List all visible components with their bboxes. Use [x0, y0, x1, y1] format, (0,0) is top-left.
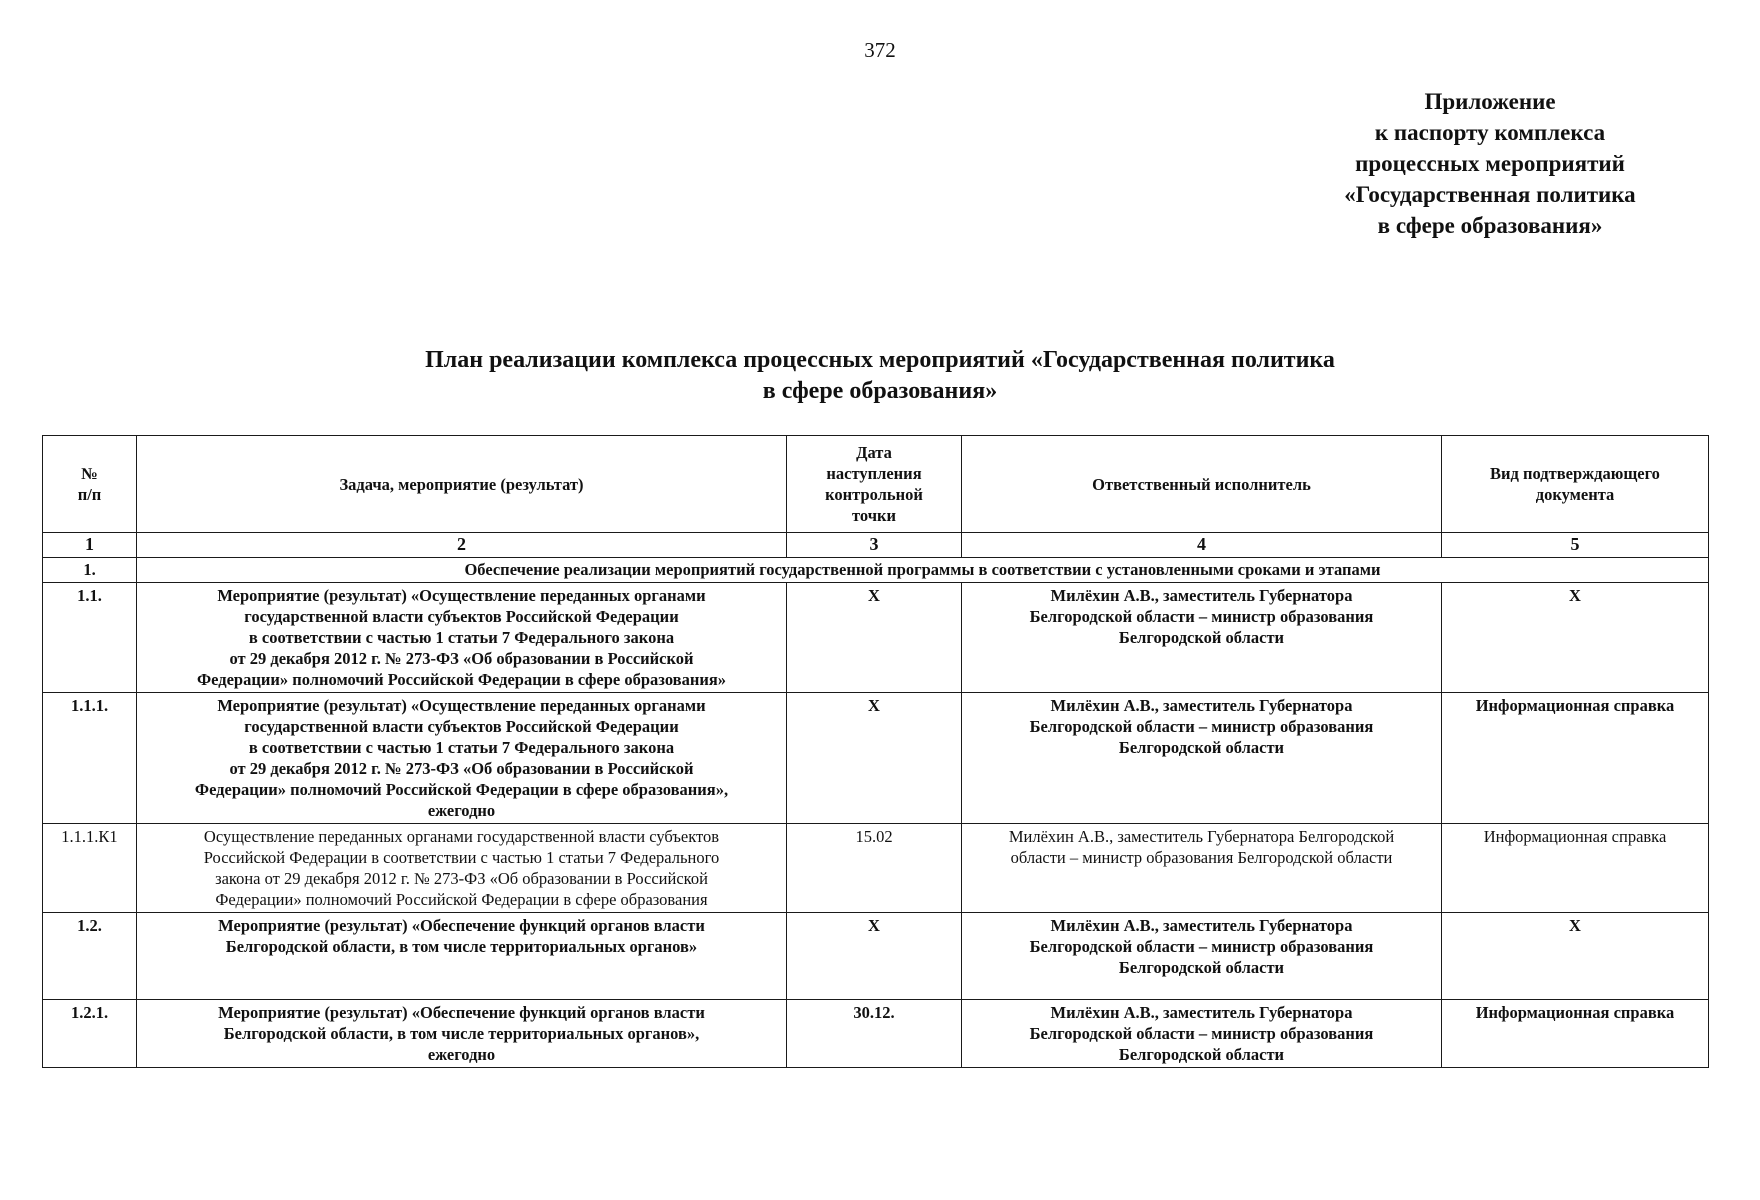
- row-num: 1.2.1.: [43, 1000, 137, 1068]
- column-number: 2: [137, 533, 787, 558]
- row-task: [137, 583, 787, 693]
- row-task: [137, 693, 787, 824]
- task-line: Российской Федерации в соответствии с частью 1 статьи 7 Федерального: [203, 848, 720, 867]
- page-number: 372: [864, 38, 896, 62]
- row-task: [137, 1000, 787, 1068]
- table-row: [43, 693, 1709, 824]
- responsible-line: Белгородской области – министр образования: [1029, 1024, 1374, 1043]
- row-date: Х: [787, 583, 962, 693]
- section-title: Обеспечение реализации мероприятий государственной программы в соответствии с установленными сроками и этапами: [137, 558, 1709, 583]
- row-responsible: [962, 693, 1442, 824]
- responsible-line: Белгородской области: [1118, 958, 1285, 977]
- row-date: 15.02: [787, 824, 962, 913]
- responsible-line: Белгородской области: [1118, 738, 1285, 757]
- header-date-line: Дата: [856, 443, 892, 462]
- header-responsible: Ответственный исполнитель: [962, 436, 1442, 533]
- column-number: 1: [43, 533, 137, 558]
- task-line: Мероприятие (результат) «Обеспечение функций органов власти: [218, 916, 705, 935]
- row-responsible: [962, 1000, 1442, 1068]
- task-line: Федерации» полномочий Российской Федерации в сфере образования»,: [194, 780, 729, 799]
- header-date-line: точки: [851, 506, 897, 525]
- column-number-row: [43, 533, 1709, 558]
- responsible-line: области – министр образования Белгородской области: [1010, 848, 1393, 867]
- column-number: 4: [962, 533, 1442, 558]
- table-row: [43, 913, 1709, 1000]
- task-line: ежегодно: [427, 1045, 496, 1064]
- column-number: 5: [1442, 533, 1709, 558]
- task-line: Федерации» полномочий Российской Федерации в сфере образования»: [196, 670, 727, 689]
- table-row: [43, 583, 1709, 693]
- responsible-line: Милёхин А.В., заместитель Губернатора: [1050, 696, 1353, 715]
- responsible-line: Милёхин А.В., заместитель Губернатора: [1050, 916, 1353, 935]
- responsible-line: Милёхин А.В., заместитель Губернатора Белгородской: [1008, 827, 1395, 846]
- row-date: Х: [787, 913, 962, 1000]
- plan-title: [0, 345, 1760, 407]
- task-line: в соответствии с частью 1 статьи 7 Федерального закона: [248, 738, 675, 757]
- header-task: Задача, мероприятие (результат): [137, 436, 787, 533]
- row-document: Информационная справка: [1442, 693, 1709, 824]
- appendix-heading: [1280, 86, 1700, 241]
- task-line: от 29 декабря 2012 г. № 273-ФЗ «Об образовании в Российской: [229, 759, 694, 778]
- appendix-line: Приложение: [1424, 89, 1556, 114]
- task-line: в соответствии с частью 1 статьи 7 Федерального закона: [248, 628, 675, 647]
- task-line: Мероприятие (результат) «Обеспечение функций органов власти: [218, 1003, 705, 1022]
- responsible-line: Белгородской области – министр образования: [1029, 607, 1374, 626]
- row-num: 1.1.1.К1: [43, 824, 137, 913]
- task-line: Мероприятие (результат) «Осуществление переданных органами: [217, 586, 706, 605]
- responsible-line: Белгородской области – министр образования: [1029, 717, 1374, 736]
- appendix-line: процессных мероприятий: [1355, 151, 1625, 176]
- header-date-line: контрольной: [825, 485, 923, 504]
- row-document: Информационная справка: [1442, 1000, 1709, 1068]
- row-num: 1.1.1.: [43, 693, 137, 824]
- task-line: Белгородской области, в том числе территориальных органов»: [225, 937, 698, 956]
- plan-table: [42, 435, 1709, 1068]
- row-task: [137, 913, 787, 1000]
- task-line: Мероприятие (результат) «Осуществление переданных органами: [217, 696, 706, 715]
- table-row: [43, 1000, 1709, 1068]
- row-responsible: [962, 913, 1442, 1000]
- row-num: 1.1.: [43, 583, 137, 693]
- appendix-line: к паспорту комплекса: [1374, 120, 1606, 145]
- row-document: Х: [1442, 913, 1709, 1000]
- table-header-row: [43, 436, 1709, 533]
- task-line: Осуществление переданных органами государственной власти субъектов: [203, 827, 720, 846]
- header-document-line: Вид подтверждающего: [1490, 464, 1660, 483]
- task-line: ежегодно: [427, 801, 496, 820]
- header-num-line: п/п: [77, 485, 102, 504]
- section-row: [43, 558, 1709, 583]
- header-num: [43, 436, 137, 533]
- responsible-line: Милёхин А.В., заместитель Губернатора: [1050, 1003, 1353, 1022]
- row-date: Х: [787, 693, 962, 824]
- column-number: 3: [787, 533, 962, 558]
- row-date: 30.12.: [787, 1000, 962, 1068]
- task-line: государственной власти субъектов Российской Федерации: [244, 717, 679, 736]
- row-document: Х: [1442, 583, 1709, 693]
- task-line: закона от 29 декабря 2012 г. № 273-ФЗ «Об образовании в Российской: [215, 869, 708, 888]
- header-date: [787, 436, 962, 533]
- plan-title-line: План реализации комплекса процессных мероприятий «Государственная политика: [425, 347, 1335, 373]
- task-line: Белгородской области, в том числе территориальных органов»,: [223, 1024, 700, 1043]
- header-num-line: №: [81, 464, 98, 483]
- responsible-line: Милёхин А.В., заместитель Губернатора: [1050, 586, 1353, 605]
- responsible-line: Белгородской области – министр образования: [1029, 937, 1374, 956]
- header-date-line: наступления: [826, 464, 922, 483]
- row-task: [137, 824, 787, 913]
- header-document-line: документа: [1535, 485, 1615, 504]
- appendix-line: в сфере образования»: [1377, 213, 1603, 238]
- task-line: от 29 декабря 2012 г. № 273-ФЗ «Об образовании в Российской: [229, 649, 694, 668]
- table-row: [43, 824, 1709, 913]
- row-responsible: [962, 583, 1442, 693]
- responsible-line: Белгородской области: [1118, 628, 1285, 647]
- row-responsible: [962, 824, 1442, 913]
- appendix-line: «Государственная политика: [1344, 182, 1636, 207]
- task-line: государственной власти субъектов Российской Федерации: [244, 607, 679, 626]
- header-document: [1442, 436, 1709, 533]
- responsible-line: Белгородской области: [1118, 1045, 1285, 1064]
- plan-title-line: в сфере образования»: [762, 378, 998, 404]
- task-line: Федерации» полномочий Российской Федерации в сфере образования: [215, 890, 708, 909]
- row-num: 1.2.: [43, 913, 137, 1000]
- row-document: Информационная справка: [1442, 824, 1709, 913]
- section-num: 1.: [43, 558, 137, 583]
